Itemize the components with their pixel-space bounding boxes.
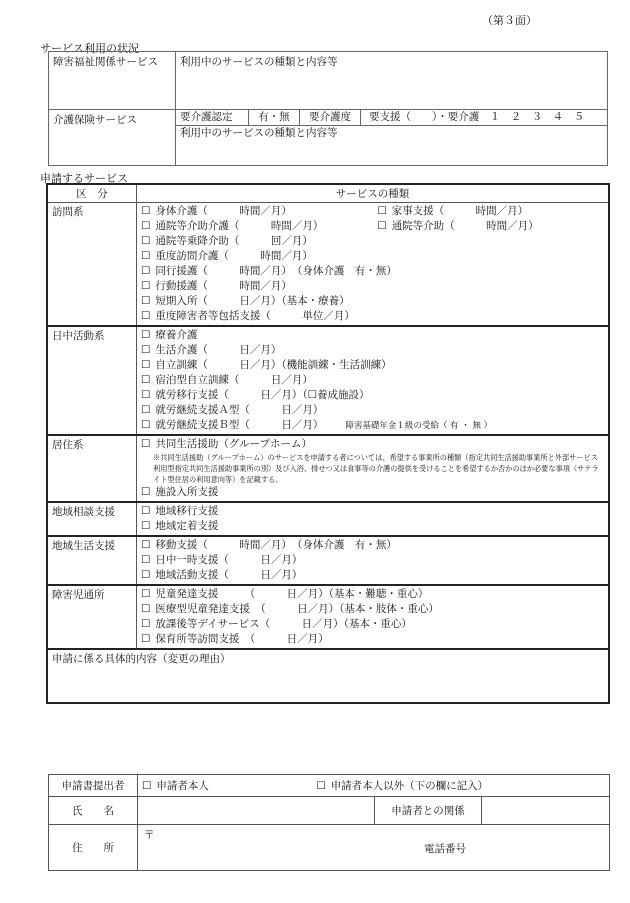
day-label: 日中活動系 — [47, 326, 137, 435]
submitter-label: 申請書提出者 — [49, 775, 138, 797]
care-level-value[interactable]: 要支援（ ）・要介護 １ ２ ３ ４ ５ — [369, 111, 585, 123]
category-header: 区 分 — [47, 184, 137, 203]
option-medical-child-dev: 医療型児童発達支援 （ 日／月）（基本・肢体・重心） — [155, 603, 439, 615]
checkbox-medical-child-dev[interactable]: ☐ — [141, 603, 151, 615]
life-label: 地域生活支援 — [47, 536, 137, 585]
checkbox-facility[interactable]: ☐ — [141, 486, 151, 498]
checkbox-severe-visit[interactable]: ☐ — [141, 250, 151, 262]
checkbox-physical-care[interactable]: ☐ — [141, 205, 151, 217]
disability-services-content[interactable] — [176, 52, 608, 110]
pension-note: 障害基礎年金１級の受給（ 有 ・ 無 ） — [345, 421, 493, 431]
checkbox-medical-care[interactable]: ☐ — [141, 329, 151, 341]
day-options — [137, 326, 610, 435]
option-community-activity: 地域活動支援（ 日／月） — [155, 569, 303, 581]
option-submitter-other: 申請者本人以外（下の欄に記入） — [330, 780, 489, 792]
checkbox-community-activity[interactable]: ☐ — [141, 569, 151, 581]
relation-label: 申請者との関係 — [375, 797, 482, 825]
life-options — [137, 536, 610, 585]
checkbox-behavior[interactable]: ☐ — [141, 280, 151, 292]
consult-label: 地域相談支援 — [47, 502, 137, 536]
usage-table — [48, 51, 608, 166]
option-short-stay: 短期入所（ 日／月）（基本・療養） — [155, 295, 350, 307]
usage-section-title: サービス利用の状況 — [40, 42, 139, 55]
relation-field[interactable] — [482, 797, 610, 825]
care-cert-row — [176, 110, 607, 126]
visit-options — [137, 203, 610, 327]
checkbox-community-settlement[interactable]: ☐ — [141, 520, 151, 532]
checkbox-nursery-visit[interactable]: ☐ — [141, 633, 151, 645]
checkbox-hospital-assist[interactable]: ☐ — [377, 220, 387, 232]
option-community-transition: 地域移行支援 — [155, 505, 219, 517]
submitter-options — [138, 775, 610, 797]
checkbox-submitter-self[interactable]: ☐ — [142, 780, 152, 792]
care-level-label: 要介護度 — [300, 110, 361, 125]
name-field[interactable] — [138, 797, 375, 825]
option-boarding: 通院等乗降介助（ 回／月） — [155, 235, 313, 247]
option-submitter-self: 申請者本人 — [156, 780, 209, 792]
residence-options — [137, 435, 610, 502]
group-home-note: ※共同生活援助（グループホーム）のサービスを申請する者については、希望する事業所の種類（指定共同生活援助事業所と外部サービス利用型指定共同生活援助事業所の別）及び入浴、排せつ又は食事等の介護の提供を受けることを希望するか否かのほか必要な事項（サテライト型住居の利用意向等）を記載する。 — [153, 453, 599, 484]
cert-label: 要介護認定 — [176, 110, 249, 125]
residence-label: 居住系 — [47, 435, 137, 502]
option-daytime: 日中一時支援（ 日／月） — [155, 554, 303, 566]
reason-label: 申請に係る具体的内容（変更の理由） — [52, 653, 231, 665]
option-hospital-care: 通院等介助介護（ 時間／月） — [155, 220, 324, 232]
checkbox-employment-a[interactable]: ☐ — [141, 404, 151, 416]
disability-content-label: 利用中のサービスの種類と内容等 — [180, 56, 338, 68]
care-insurance-label: 介護保険サービス — [49, 110, 176, 166]
option-severe-visit: 重度訪問介護（ 時間／月） — [155, 250, 313, 262]
checkbox-residential-training[interactable]: ☐ — [141, 374, 151, 386]
address-field[interactable] — [138, 825, 610, 871]
option-community-settlement: 地域定着支援 — [155, 520, 219, 532]
option-housework: 家事支援（ 時間／月） — [391, 205, 529, 217]
option-employment-transition: 就労移行支援（ 日／月）（☐養成施設） — [155, 389, 370, 401]
checkbox-life-care[interactable]: ☐ — [141, 344, 151, 356]
care-content: 利用中のサービスの種類と内容等 — [180, 127, 338, 139]
checkbox-employment-transition[interactable]: ☐ — [141, 389, 151, 401]
postal-mark: 〒 — [144, 829, 155, 841]
phone-label: 電話番号 — [424, 843, 466, 855]
option-after-school: 放課後等デイサービス（ 日／月）（基本・重心） — [155, 618, 412, 630]
option-employment-b: 就労継続支援Ｂ型（ 日／月） — [155, 419, 324, 431]
apply-table — [46, 183, 610, 704]
name-label: 氏 名 — [49, 797, 138, 825]
checkbox-accompany[interactable]: ☐ — [141, 265, 151, 277]
option-life-care: 生活介護（ 日／月） — [155, 344, 282, 356]
option-mobility: 移動支援（ 時間／月） （身体介護 有・無） — [155, 539, 397, 551]
checkbox-comprehensive[interactable]: ☐ — [141, 310, 151, 322]
reason-field[interactable] — [47, 649, 609, 703]
cert-value[interactable]: 有・無 — [249, 110, 300, 125]
option-physical-care: 身体介護（ 時間／月） — [155, 205, 292, 217]
checkbox-submitter-other[interactable]: ☐ — [316, 780, 326, 792]
checkbox-short-stay[interactable]: ☐ — [141, 295, 151, 307]
checkbox-housework[interactable]: ☐ — [377, 205, 387, 217]
checkbox-community-transition[interactable]: ☐ — [141, 505, 151, 517]
child-label: 障害児通所 — [47, 585, 137, 649]
option-employment-a: 就労継続支援Ａ型（ 日／月） — [155, 404, 324, 416]
option-nursery-visit: 保育所等訪問支援 （ 日／月） — [155, 633, 329, 645]
checkbox-hospital-care[interactable]: ☐ — [141, 220, 151, 232]
checkbox-boarding[interactable]: ☐ — [141, 235, 151, 247]
option-hospital-assist: 通院等介助（ 時間／月） — [391, 220, 539, 232]
address-label: 住 所 — [49, 825, 138, 871]
option-residential-training: 宿泊型自立訓練（ 日／月） — [155, 374, 313, 386]
checkbox-group-home[interactable]: ☐ — [141, 438, 151, 450]
option-comprehensive: 重度障害者等包括支援（ 単位／月） — [155, 310, 355, 322]
submitter-table — [48, 774, 610, 871]
option-behavior: 行動援護（ 時間／月） — [155, 280, 292, 292]
care-insurance-cell — [176, 110, 608, 166]
service-types-header: サービスの種類 — [137, 184, 610, 203]
checkbox-mobility[interactable]: ☐ — [141, 539, 151, 551]
checkbox-after-school[interactable]: ☐ — [141, 618, 151, 630]
option-group-home: 共同生活援助（グループホーム） — [155, 438, 313, 450]
apply-section-title: 申請するサービス — [40, 172, 128, 185]
option-child-dev: 児童発達支援 （ 日／月）（基本・難聴・重心） — [155, 588, 429, 600]
page-number: （第３面） — [482, 14, 537, 27]
option-medical-care: 療養介護 — [155, 329, 198, 341]
checkbox-training[interactable]: ☐ — [141, 359, 151, 371]
visit-label: 訪問系 — [47, 203, 137, 327]
checkbox-child-dev[interactable]: ☐ — [141, 588, 151, 600]
child-options — [137, 585, 610, 649]
checkbox-employment-b[interactable]: ☐ — [141, 419, 151, 431]
disability-services-label: 障害福祉関係サービス — [49, 52, 176, 110]
option-facility: 施設入所支援 — [155, 486, 219, 498]
option-training: 自立訓練（ 日／月）（機能訓練・生活訓練） — [155, 359, 392, 371]
checkbox-daytime[interactable]: ☐ — [141, 554, 151, 566]
option-accompany: 同行援護（ 時間／月） （身体介護 有・無） — [155, 265, 397, 277]
consult-options — [137, 502, 610, 536]
